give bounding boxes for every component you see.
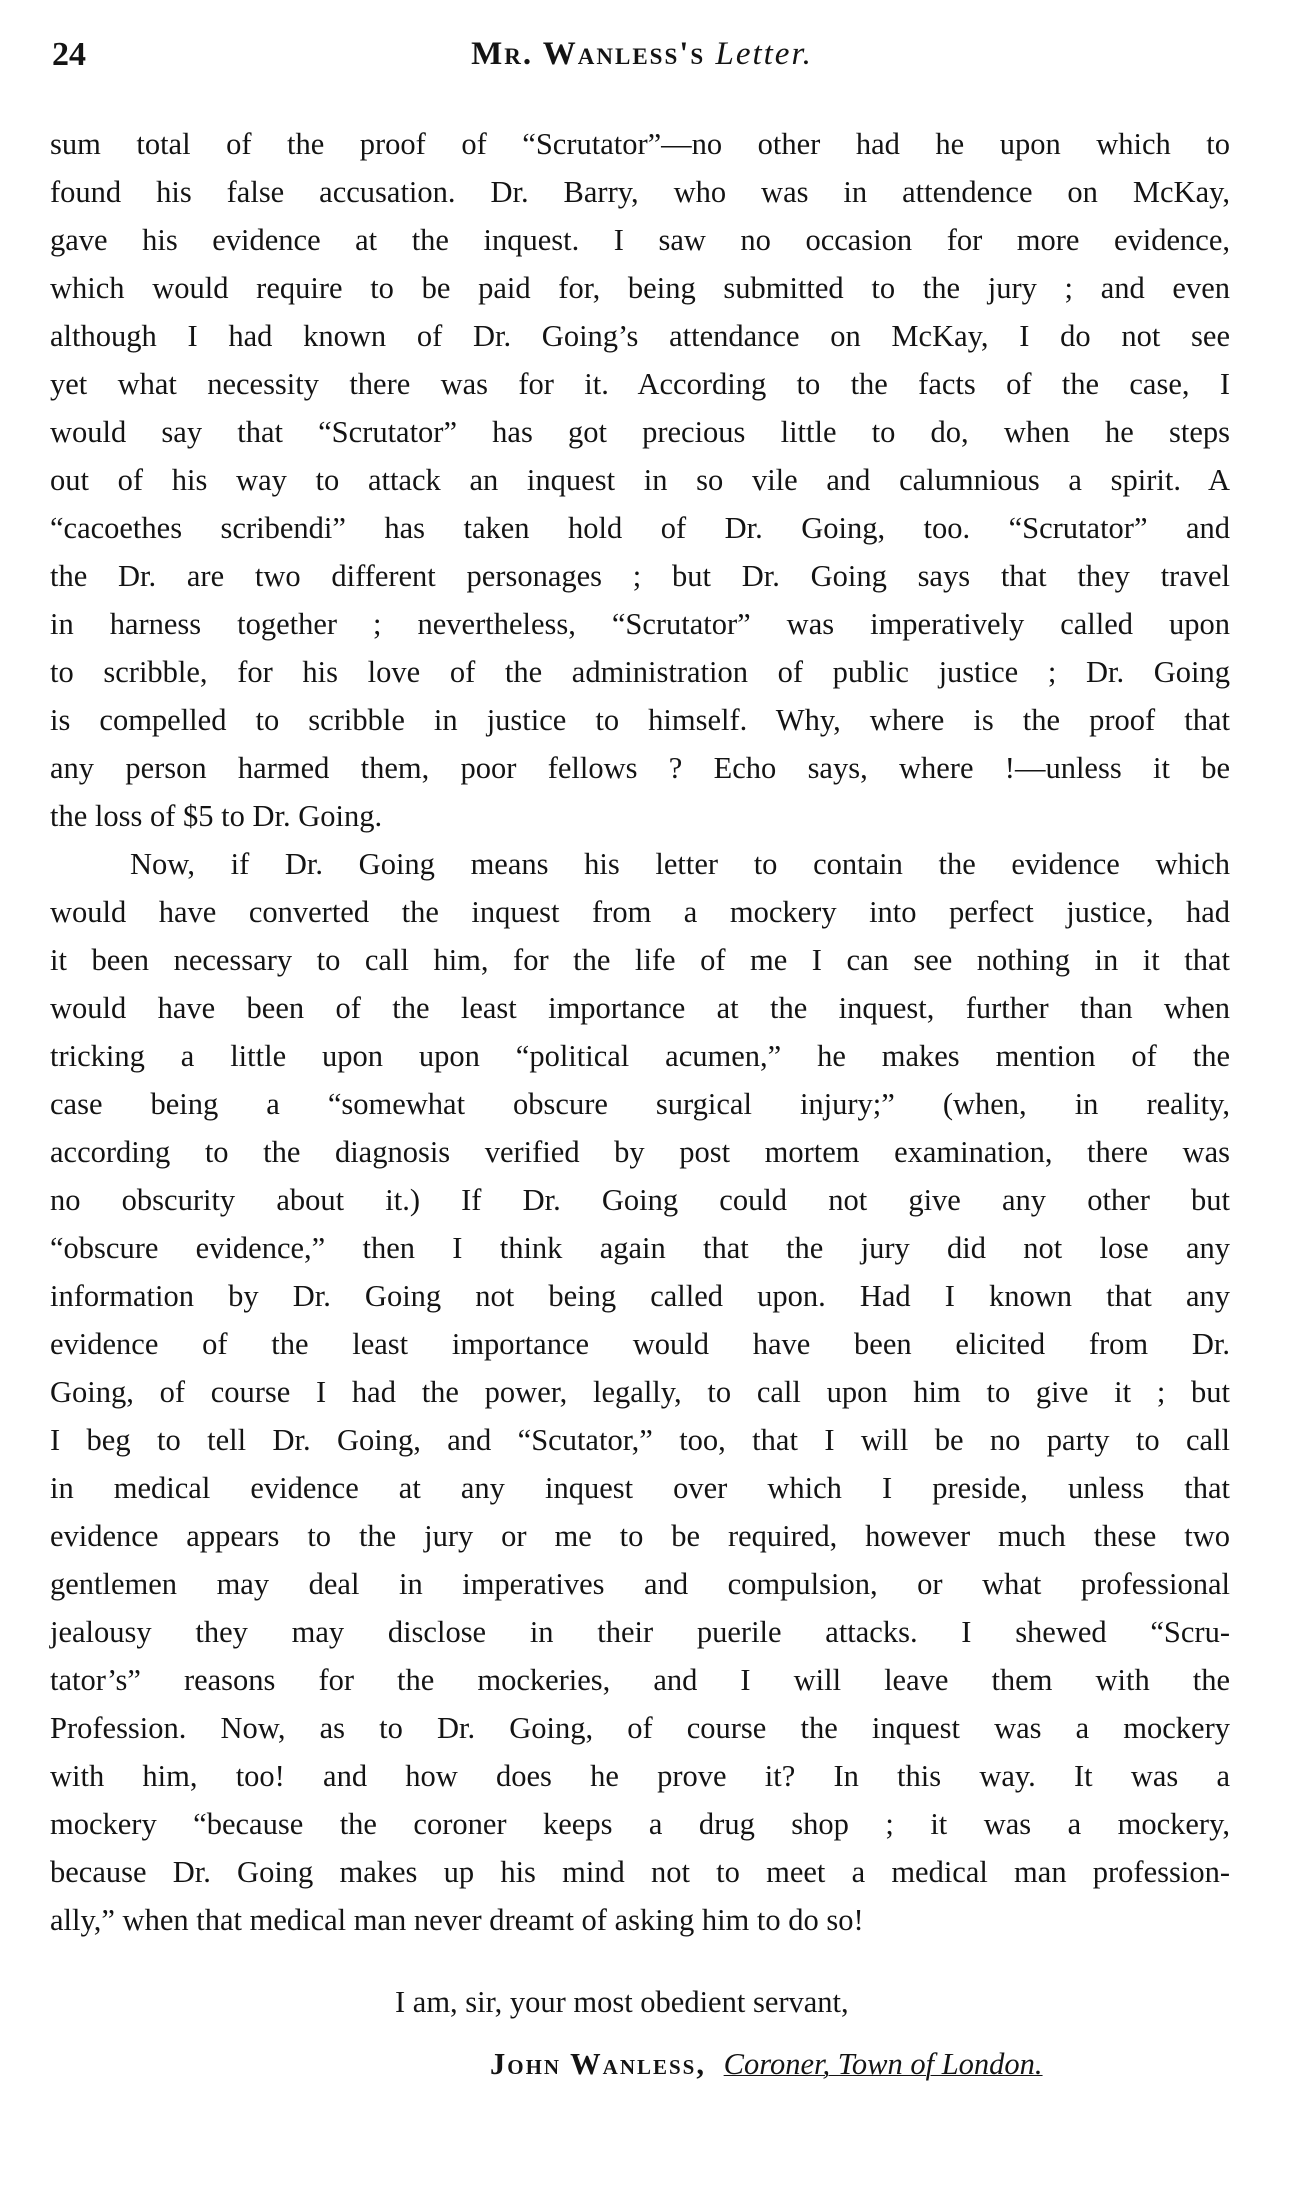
page-header [52, 36, 1232, 86]
signature-name: John Wanless, [490, 2047, 706, 2081]
text-line: jealousy they may disclose in their puerile attacks. I shewed “Scru- [50, 1615, 1230, 1649]
text-line: yet what necessity there was for it. According to the facts of the case, I [50, 367, 1230, 401]
text-line: Going, of course I had the power, legally, to call upon him to give it ; but [50, 1375, 1230, 1409]
paragraph-1 [50, 120, 1230, 840]
text-line: tricking a little upon upon “political acumen,” he makes mention of the [50, 1039, 1230, 1073]
text-line: the Dr. are two different personages ; but Dr. Going says that they travel [50, 559, 1230, 593]
text-line: to scribble, for his love of the administration of public justice ; Dr. Going [50, 655, 1230, 689]
text-line: would have converted the inquest from a mockery into perfect justice, had [50, 895, 1230, 929]
text-line: in medical evidence at any inquest over which I preside, unless that [50, 1471, 1230, 1505]
text-line: because Dr. Going makes up his mind not to meet a medical man profession- [50, 1855, 1230, 1889]
text-line: evidence appears to the jury or me to be required, however much these two [50, 1519, 1230, 1553]
text-line: information by Dr. Going not being called upon. Had I known that any [50, 1279, 1230, 1313]
text-line: in harness together ; nevertheless, “Scrutator” was imperatively called upon [50, 607, 1230, 641]
text-line: gave his evidence at the inquest. I saw no occasion for more evidence, [50, 223, 1230, 257]
text-line: “obscure evidence,” then I think again that the jury did not lose any [50, 1231, 1230, 1265]
text-line: mockery “because the coroner keeps a drug shop ; it was a mockery, [50, 1807, 1230, 1841]
running-head-italic: Letter. [715, 36, 813, 72]
text-line: Profession. Now, as to Dr. Going, of course the inquest was a mockery [50, 1711, 1230, 1745]
text-line: it been necessary to call him, for the life of me I can see nothing in it that [50, 943, 1230, 977]
text-line: sum total of the proof of “Scrutator”—no other had he upon which to [50, 127, 1230, 161]
text-line: with him, too! and how does he prove it? In this way. It was a [50, 1759, 1230, 1793]
letter-body [50, 120, 1230, 1944]
text-line: evidence of the least importance would have been elicited from Dr. [50, 1327, 1230, 1361]
text-line: which would require to be paid for, being submitted to the jury ; and even [50, 271, 1230, 305]
text-line: according to the diagnosis verified by post mortem examination, there was [50, 1135, 1230, 1169]
running-head-prefix: Mr. Wanless's [471, 36, 706, 72]
text-line: although I had known of Dr. Going’s attendance on McKay, I do not see [50, 319, 1230, 353]
text-line: Now, if Dr. Going means his letter to contain the evidence which [130, 847, 1230, 881]
text-line: would have been of the least importance at the inquest, further than when [50, 991, 1230, 1025]
text-line: tator’s” reasons for the mockeries, and I will leave them with the [50, 1663, 1230, 1697]
signature-title: Coroner, Town of London. [723, 2047, 1043, 2081]
text-line: the loss of $5 to Dr. Going. [50, 799, 383, 833]
text-line: found his false accusation. Dr. Barry, who was in attendence on McKay, [50, 175, 1230, 209]
text-line: “cacoethes scribendi” has taken hold of Dr. Going, too. “Scrutator” and [50, 511, 1230, 545]
paragraph-2 [50, 840, 1230, 1944]
text-line: no obscurity about it.) If Dr. Going could not give any other but [50, 1183, 1230, 1217]
closing-text: I am, sir, your most obedient servant, [395, 1985, 849, 2019]
text-line: ally,” when that medical man never dreamt of asking him to do so! [50, 1903, 864, 1937]
signature [490, 2040, 1043, 2088]
text-line: gentlemen may deal in imperatives and compulsion, or what professional [50, 1567, 1230, 1601]
text-line: would say that “Scrutator” has got precious little to do, when he steps [50, 415, 1230, 449]
text-line: I beg to tell Dr. Going, and “Scutator,” too, that I will be no party to call [50, 1423, 1230, 1457]
text-line: out of his way to attack an inquest in so vile and calumnious a spirit. A [50, 463, 1230, 497]
text-line: any person harmed them, poor fellows ? Echo says, where !—unless it be [50, 751, 1230, 785]
page-number: 24 [52, 36, 86, 73]
text-line: case being a “somewhat obscure surgical injury;” (when, in reality, [50, 1087, 1230, 1121]
running-head [52, 36, 1232, 73]
closing-line [0, 1978, 1308, 2026]
text-line: is compelled to scribble in justice to himself. Why, where is the proof that [50, 703, 1230, 737]
